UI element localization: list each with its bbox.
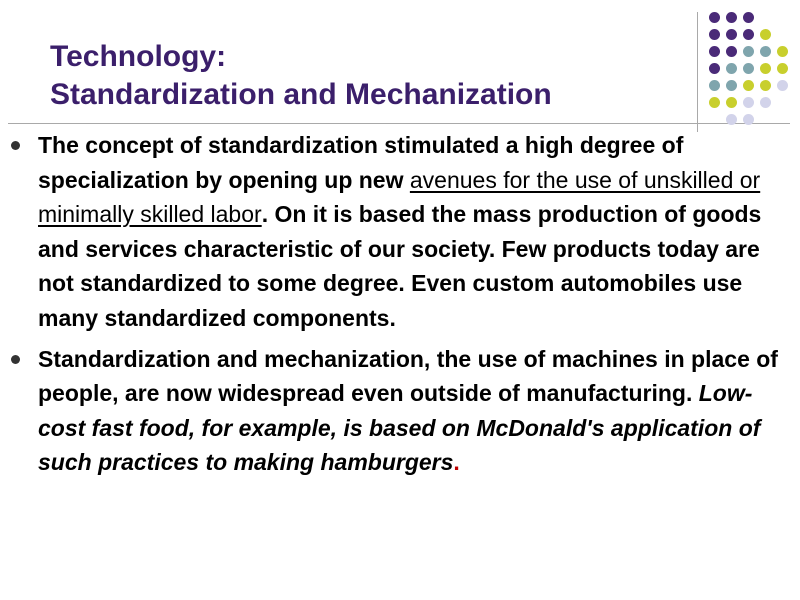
decorative-dot [726,29,737,40]
bullet-item-mechanization [8,342,794,480]
decorative-dot [709,63,720,74]
decorative-dot [777,80,788,91]
slide-title-line2: Standardization and Mechanization [50,78,552,111]
bullet-text: Standardization and mechanization, the use of machines in place of people, are now widespread even outside of manufacturing. [38,345,778,407]
decorative-dot [777,46,788,57]
decorative-dot [760,63,771,74]
slide-title [50,38,552,114]
decorative-dot [726,80,737,91]
bullet-item-standardization-concept [8,128,794,336]
decorative-dot [743,29,754,40]
decorative-dot [743,12,754,23]
bullet-text: . On it is based the mass production of goods and services characteristic of our society. Few products today are not standardized to some degree. Even custom automobiles use many standardized components. [38,201,762,331]
decorative-dot [760,46,771,57]
decorative-dot [743,80,754,91]
italic-example: Low-cost fast food, for example, is based on McDonald's application of such practices to making hamburgers [38,380,761,476]
decorative-dot [743,97,754,108]
slide-title-line1: Technology: [50,40,227,73]
decorative-dot [709,29,720,40]
decorative-dot [709,97,720,108]
slide-body [8,128,794,486]
decorative-dot [760,97,771,108]
decorative-dot [743,63,754,74]
underlined-phrase: avenues for the use of unskilled or minimally skilled labor [38,166,761,228]
decorative-dot [726,46,737,57]
decorative-dot [726,97,737,108]
decorative-dot [709,12,720,23]
decorative-dot [777,63,788,74]
decorative-vertical-rule [697,12,698,132]
decorative-dot [726,12,737,23]
decorative-dot [709,80,720,91]
red-period: . [453,449,460,476]
decorative-dot [760,29,771,40]
decorative-dot [760,80,771,91]
decorative-dot [743,46,754,57]
bullet-text: The concept of standardization stimulated a high degree of specialization by opening up new [38,132,684,193]
decorative-dot [709,46,720,57]
decorative-horizontal-rule [8,123,790,124]
decorative-dot [726,63,737,74]
